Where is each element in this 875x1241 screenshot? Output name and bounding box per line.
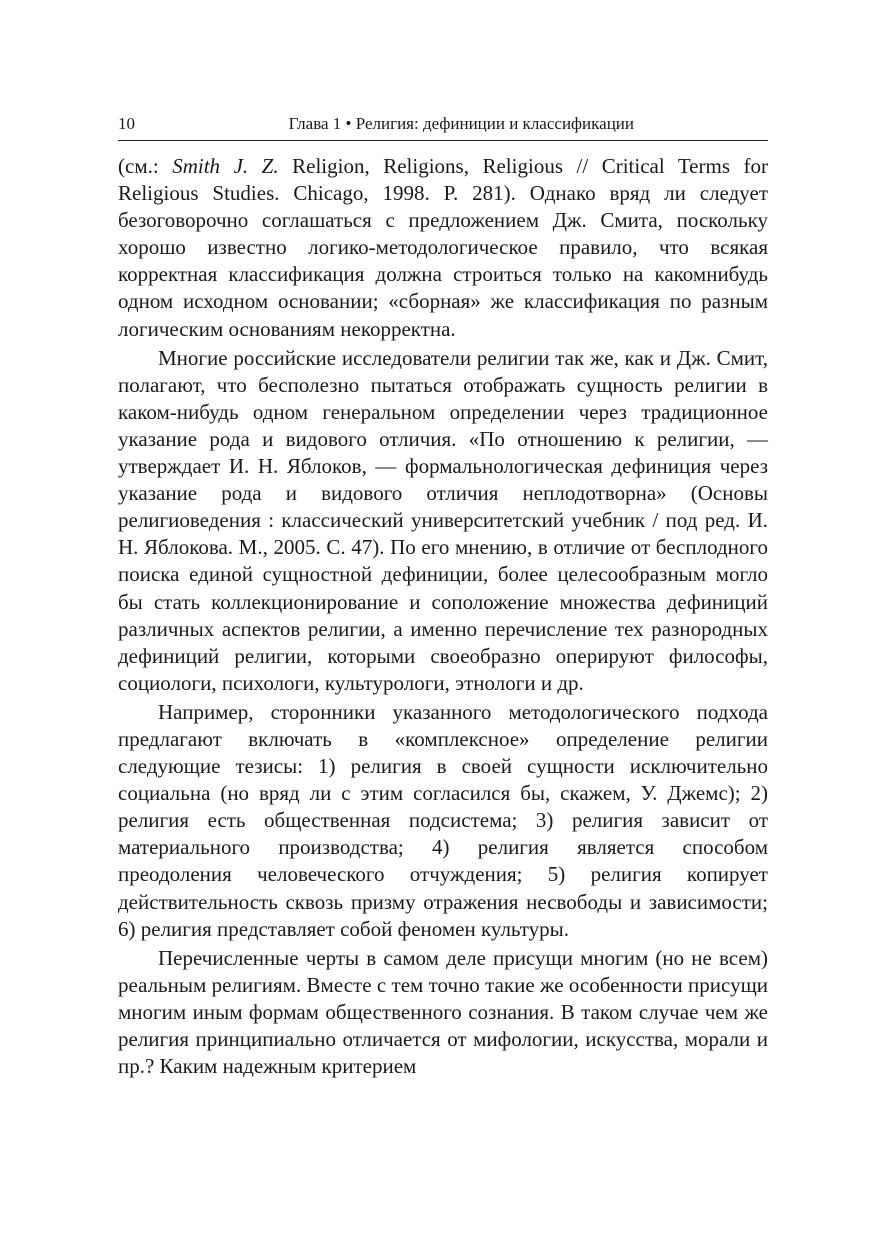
citation-prefix: (см.:	[118, 154, 173, 178]
paragraph-2: Многие российские исследователи религии так же, как и Дж. Смит, полагают, что бесполезно пытаться отображать сущность религии в каком-нибудь одном генеральном определении через традиционное указание рода и видового отличия. «По отношению к религии, — утверждает И. Н. Яблоков, — формальнологическая дефиниция через указание рода и видового отличия неплодотворна» (Основы религиоведения : классический университетский учебник / под ред. И. Н. Яблокова. М., 2005. С. 47). По его мнению, в отличие от бесплодного поиска единой сущностной дефиниции, более целесообразным могло бы стать коллекционирование и соположение множества дефиниций различных аспектов религии, а именно перечисление тех разнородных дефиниций религии, которыми своеобразно оперируют философы, социологи, психологи, культурологи, этнологи и др.	[118, 345, 768, 695]
page-number: 10	[118, 114, 135, 133]
paragraph-4: Перечисленные черты в самом деле присущи многим (но не всем) реальным религиям. Вместе с тем точно такие же особенности присущи многим иным формам общественного сознания. В таком случае чем же религия принципиально отличается от мифологии, искусства, морали и пр.? Каким надежным критерием	[118, 945, 768, 1079]
citation-author: Smith J. Z.	[172, 154, 279, 178]
body-text	[118, 153, 768, 1080]
page-header	[118, 114, 768, 141]
running-head: Глава 1 • Религия: дефиниции и классификации	[288, 114, 634, 133]
paragraph-1-text: Religion, Religions, Religious // Critical Terms for Religious Studies. Chicago, 1998. P. 281). Однако вряд ли следует безоговорочно соглашаться с предложением Дж. Смита, поскольку хорошо известно логико-методологическое правило, что всякая корректная классификация должна строиться только на какомнибудь одном исходном основании; «сборная» же классификация по разным логическим основаниям некорректна.	[118, 154, 769, 341]
paragraph-1	[118, 153, 768, 343]
paragraph-3: Например, сторонники указанного методологического подхода предлагают включать в «комплексное» определение религии следующие тезисы: 1) религия в своей сущности исключительно социальна (но вряд ли с этим согласился бы, скажем, У. Джемс); 2) религия есть общественная подсистема; 3) религия зависит от материального производства; 4) религия является способом преодоления человеческого отчуждения; 5) религия копирует действительность сквозь призму отражения несвободы и зависимости; 6) религия представляет собой феномен культуры.	[118, 699, 768, 941]
